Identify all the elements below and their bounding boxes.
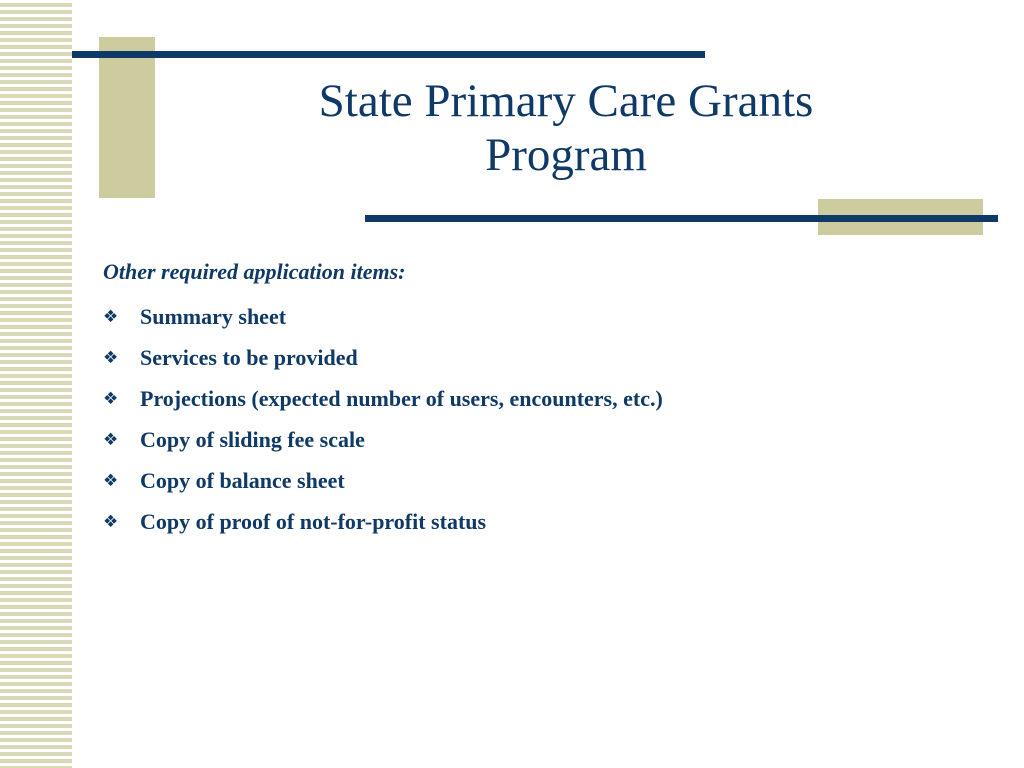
title-rule-top — [72, 51, 705, 58]
list-item-text: Projections (expected number of users, encounters, etc.) — [140, 385, 663, 411]
subheading: Other required application items: — [103, 259, 406, 284]
list-item-text: Copy of balance sheet — [140, 467, 345, 493]
list-item — [103, 296, 983, 337]
list-item-text: Services to be provided — [140, 344, 358, 370]
list-item-text: Copy of proof of not-for-profit status — [140, 508, 487, 534]
slide-body — [103, 255, 983, 542]
slide-title-line-1: State Primary Care Grants — [318, 75, 814, 127]
diamond-cluster-bullet-icon: ❖ — [103, 470, 119, 491]
diamond-cluster-bullet-icon: ❖ — [103, 306, 119, 327]
slide-title-line-2: Program — [485, 129, 647, 181]
bullet-list — [103, 296, 983, 542]
list-item — [103, 419, 983, 460]
list-item-text: Summary sheet — [140, 303, 287, 329]
diamond-cluster-bullet-icon: ❖ — [103, 347, 119, 368]
left-stripe-decoration — [0, 0, 72, 768]
list-item — [103, 460, 983, 501]
list-item — [103, 337, 983, 378]
accent-block-top — [99, 37, 155, 198]
list-item — [103, 378, 983, 419]
diamond-cluster-bullet-icon: ❖ — [103, 429, 119, 450]
title-rule-bottom — [365, 215, 998, 222]
list-item — [103, 501, 983, 542]
diamond-cluster-bullet-icon: ❖ — [103, 511, 119, 532]
list-item-text: Copy of sliding fee scale — [140, 426, 365, 452]
diamond-cluster-bullet-icon: ❖ — [103, 388, 119, 409]
slide-title — [160, 74, 972, 182]
